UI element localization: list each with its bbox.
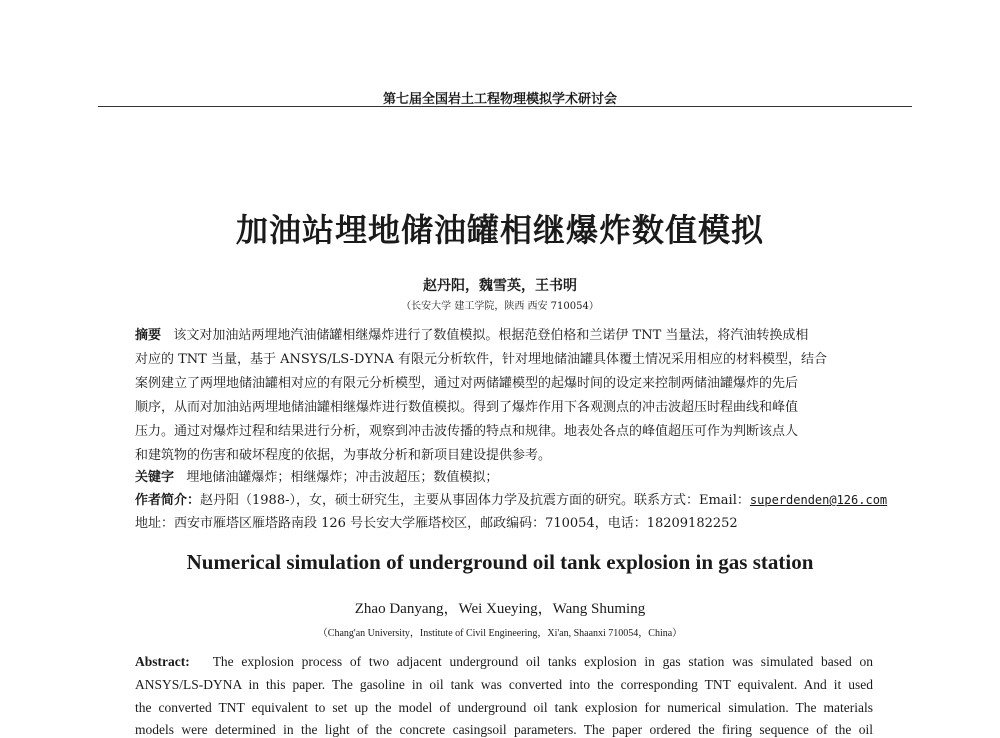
cn-authors: 赵丹阳，魏雪英，王书明 — [423, 278, 577, 294]
en-abstract-line-1 — [135, 654, 873, 670]
cn-abstract-line-5: 压力。通过对爆炸过程和结果进行分析，观察到冲击波传播的特点和规律。地表处各点的峰值超压可作为判断该点人 — [135, 424, 799, 439]
en-affiliation: （Chang'an University，Institute of Civil Engineering，Xi'an, Shaanxi 710054，China） — [317, 628, 683, 639]
cn-author-bio-label: 作者简介： — [135, 493, 201, 508]
cn-address: 地址：西安市雁塔区雁塔路南段 126 号长安大学雁塔校区，邮政编码：710054，电话：18209182252 — [135, 516, 738, 531]
en-abstract-line-2: ANSYS/LS-DYNA in this paper. The gasoline in oil tank was converted into the corresponding TNT equivalent. And it used — [135, 677, 873, 692]
cn-author-bio — [135, 489, 887, 508]
en-abstract-text: The explosion process of two adjacent underground oil tanks explosion in gas station was simulated based on — [212, 654, 873, 669]
conference-header: 第七届全国岩土工程物理模拟学术研讨会 — [382, 92, 617, 107]
email-link[interactable]: superdenden@126.com — [749, 493, 888, 507]
en-title: Numerical simulation of underground oil tank explosion in gas station — [186, 550, 814, 574]
cn-abstract-line-4: 顺序，从而对加油站两埋地储油罐相继爆炸进行数值模拟。得到了爆炸作用下各观测点的冲击波超压时程曲线和峰值 — [135, 400, 799, 415]
cn-abstract-label: 摘要 — [135, 328, 162, 343]
cn-abstract-text: 该文对加油站两埋地汽油储罐相继爆炸进行了数值模拟。根据范登伯格和兰诺伊 TNT 当量法，将汽油转换成相 — [173, 328, 809, 343]
en-abstract-label: Abstract: — [135, 654, 190, 669]
cn-abstract-line-3: 案例建立了两埋地储油罐相对应的有限元分析模型，通过对两储罐模型的起爆时间的设定来控制两储油罐爆炸的先后 — [135, 376, 799, 391]
en-abstract-line-3: the converted TNT equivalent to set up the model of underground oil tank explosion for numerical simulation. The materials — [135, 700, 873, 715]
en-authors: Zhao Danyang，Wei Xueying，Wang Shuming — [354, 601, 646, 617]
cn-affiliation: （长安大学 建工学院，陕西 西安 710054） — [401, 301, 599, 312]
header-rule — [98, 106, 912, 107]
cn-abstract-line-2: 对应的 TNT 当量，基于 ANSYS/LS-DYNA 有限元分析软件，针对埋地储油罐具体覆土情况采用相应的材料模型，结合 — [135, 352, 827, 367]
cn-author-bio-text: 赵丹阳（1988-），女，硕士研究生，主要从事固体力学及抗震方面的研究。联系方式：Email： — [200, 493, 750, 508]
cn-abstract-line-1 — [135, 324, 808, 343]
cn-keywords-text: 埋地储油罐爆炸；相继爆炸；冲击波超压；数值模拟； — [186, 470, 499, 485]
cn-abstract-line-6: 和建筑物的伤害和破坏程度的依据，为事故分析和新项目建设提供参考。 — [135, 448, 552, 463]
en-abstract-line-4: models were determined in the light of the concrete casingsoil parameters. The paper ordered the firing sequence of the oil — [135, 722, 873, 737]
cn-title: 加油站埋地储油罐相继爆炸数值模拟 — [235, 211, 764, 249]
cn-keywords-label: 关键字 — [135, 470, 175, 485]
cn-keywords — [135, 466, 498, 485]
